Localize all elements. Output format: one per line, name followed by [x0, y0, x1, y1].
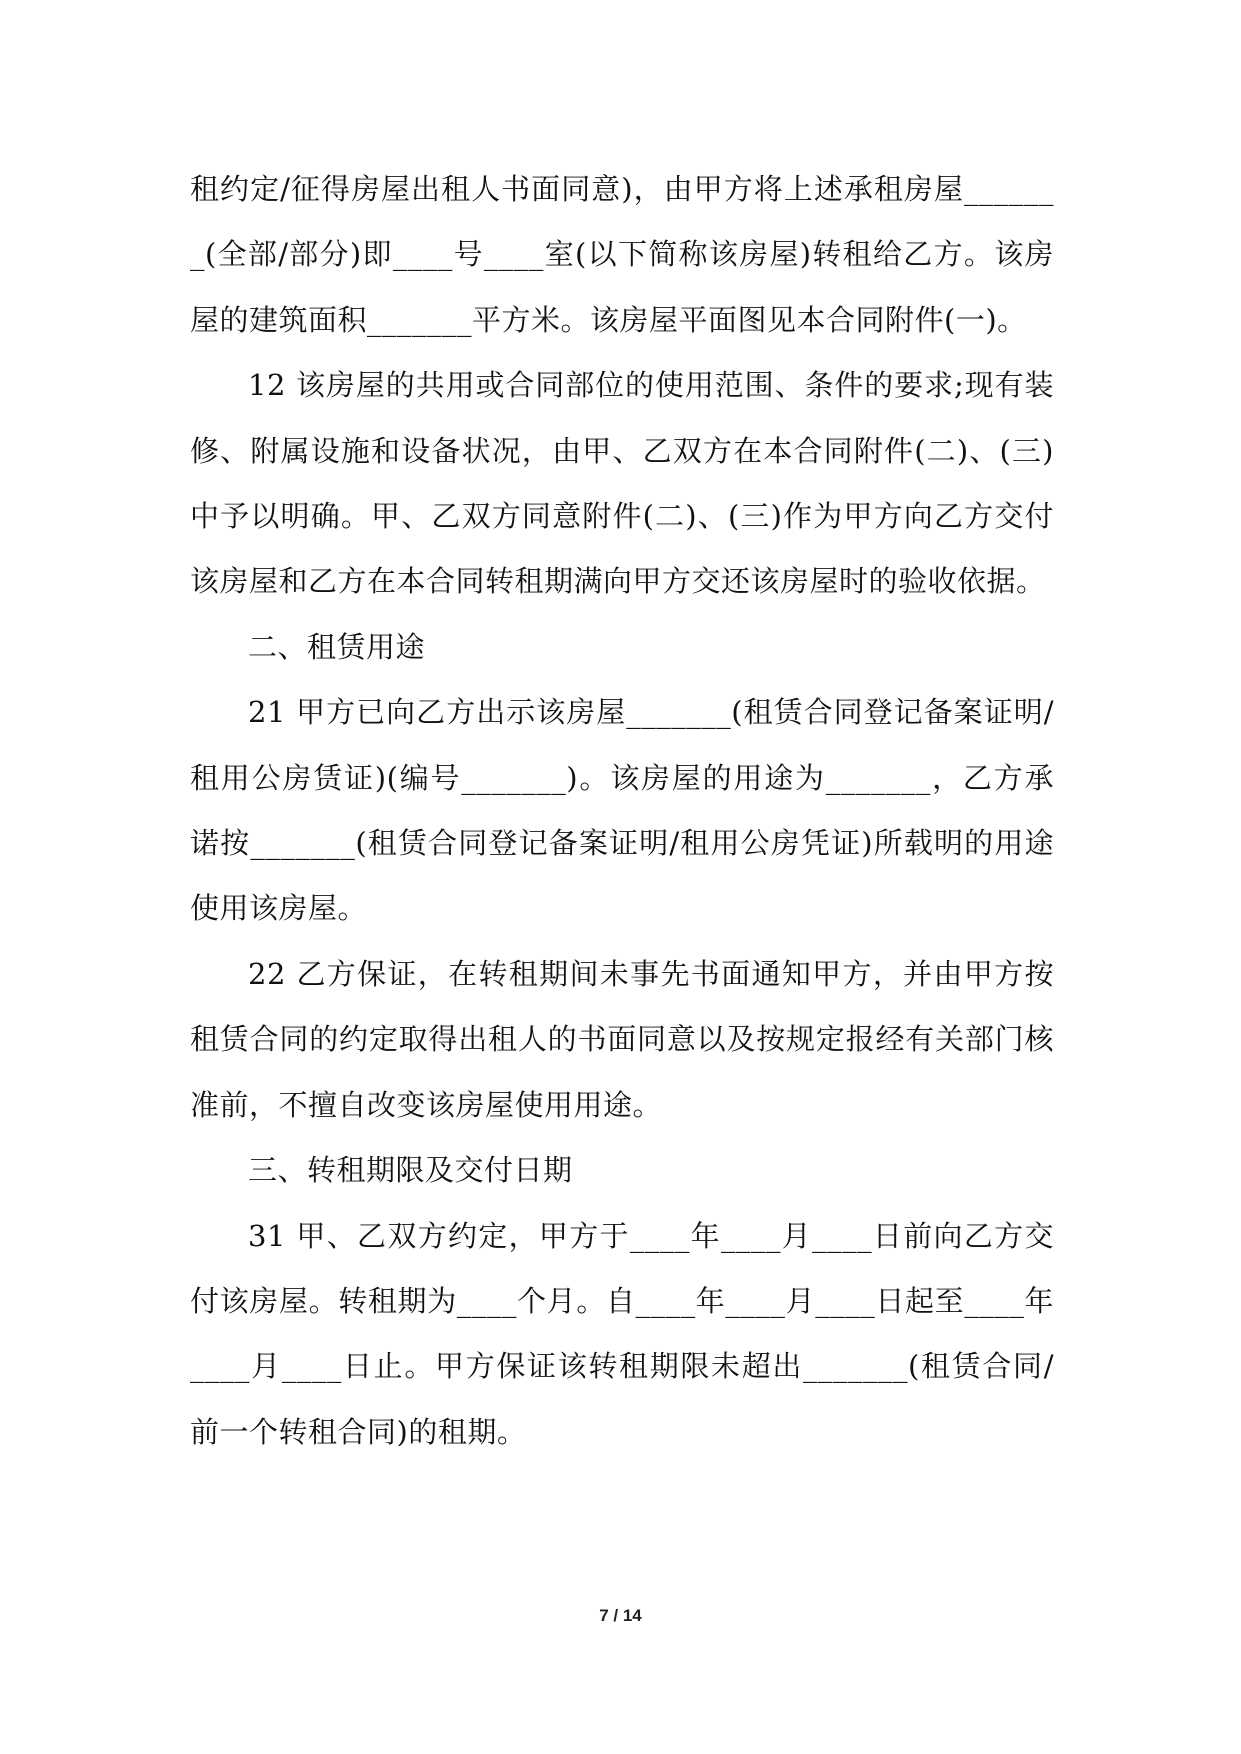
paragraph-1-1: 租约定/征得房屋出租人书面同意)，由甲方将上述承租房屋_______(全部/部分)即____号____室(以下简称该房屋)转租给乙方。该房屋的建筑面积_______平方米。该房屋平面图见本合同附件(一)。: [190, 172, 1054, 337]
section-heading-3: 三、转租期限及交付日期: [248, 1153, 573, 1188]
document-body: [190, 157, 1054, 1465]
paragraph-2-1: 21 甲方已向乙方出示该房屋_______(租赁合同登记备案证明/租用公房赁证)(编号_______)。该房屋的用途为_______，乙方承诺按_______(租赁合同登记备案证明/租用公房凭证)所载明的用途使用该房屋。: [190, 695, 1054, 926]
paragraph-3-1: 31 甲、乙双方约定，甲方于____年____月____日前向乙方交付该房屋。转租期为____个月。自____年____月____日起至____年____月____日止。甲方保证该转租期限未超出_______(租赁合同/前一个转租合同)的租期。: [190, 1218, 1054, 1449]
page-number: 7 / 14: [599, 1606, 642, 1625]
paragraph-1-2: 12 该房屋的共用或合同部位的使用范围、条件的要求;现有装修、附属设施和设备状况，由甲、乙双方在本合同附件(二)、(三)中予以明确。甲、乙双方同意附件(二)、(三)作为甲方向乙方交付该房屋和乙方在本合同转租期满向甲方交还该房屋时的验收依据。: [190, 368, 1054, 599]
paragraph-2-2: 22 乙方保证，在转租期间未事先书面通知甲方，并由甲方按租赁合同的约定取得出租人的书面同意以及按规定报经有关部门核准前，不擅自改变该房屋使用用途。: [190, 956, 1054, 1122]
section-heading-2: 二、租赁用途: [248, 629, 426, 664]
